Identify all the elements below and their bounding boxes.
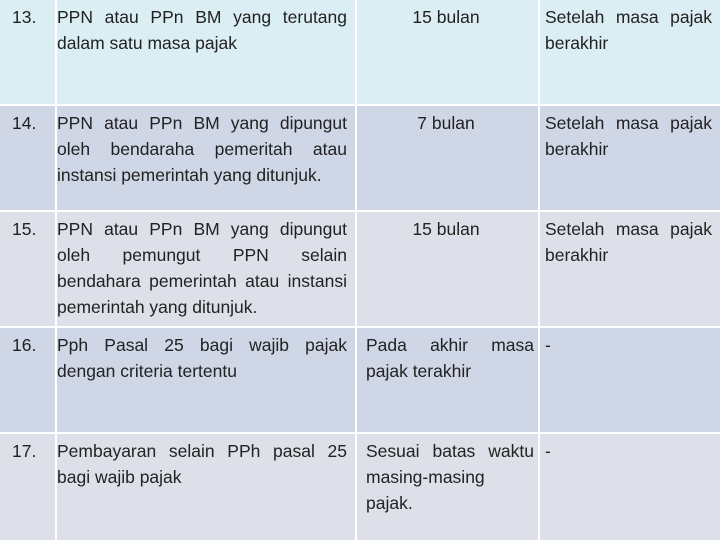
row-when [540, 212, 720, 326]
when-line: berakhir [545, 245, 609, 265]
table-row [0, 106, 720, 212]
due-line: Sesuai batas waktu [366, 441, 534, 461]
row-when [540, 106, 720, 210]
row-number: 16. [0, 328, 57, 432]
row-description [57, 328, 357, 432]
when-line: - [545, 335, 551, 355]
description-line: oleh pemungut PPN selain [57, 245, 347, 265]
description-line: Pph Pasal 25 bagi wajib pajak [57, 335, 347, 355]
row-due-period [358, 106, 540, 210]
description-line: bagi wajib pajak [57, 467, 182, 487]
when-line: berakhir [545, 33, 609, 53]
due-line: pajak terakhir [366, 361, 472, 381]
when-line: Setelah masa pajak [545, 113, 712, 133]
row-number: 15. [0, 212, 57, 326]
description-line: instansi pemerintah yang ditunjuk. [57, 165, 322, 185]
description-line: PPN atau PPn BM yang dipungut [57, 113, 347, 133]
row-due-period [358, 0, 540, 104]
due-line: Pada akhir masa [366, 335, 534, 355]
when-line: Setelah masa pajak [545, 219, 712, 239]
description-line: PPN atau PPn BM yang dipungut [57, 219, 347, 239]
due-line: masing-masing pajak. [366, 467, 485, 513]
description-line: Pembayaran selain PPh pasal 25 [57, 441, 347, 461]
table-row [0, 0, 720, 106]
description-line: pemerintah yang ditunjuk. [57, 297, 258, 317]
row-due-period [358, 328, 540, 432]
description-line: oleh bendaraha pemeritah atau [57, 139, 347, 159]
description-line: dalam satu masa pajak [57, 33, 237, 53]
due-line: 15 bulan [412, 219, 480, 239]
row-description [57, 0, 357, 104]
description-line: dengan criteria tertentu [57, 361, 237, 381]
row-number: 17. [0, 434, 57, 540]
table-row [0, 328, 720, 434]
row-description [57, 106, 357, 210]
when-line: berakhir [545, 139, 609, 159]
due-line: 15 bulan [412, 7, 480, 27]
row-description [57, 212, 357, 326]
row-number: 13. [0, 0, 57, 104]
description-line: PPN atau PPn BM yang terutang [57, 7, 347, 27]
row-number: 14. [0, 106, 57, 210]
row-description [57, 434, 357, 540]
row-when [540, 434, 720, 540]
table-row [0, 434, 720, 540]
row-when [540, 328, 720, 432]
when-line: - [545, 441, 551, 461]
due-line: 7 bulan [417, 113, 475, 133]
row-due-period [358, 434, 540, 540]
row-due-period [358, 212, 540, 326]
table-row [0, 212, 720, 328]
row-when [540, 0, 720, 104]
when-line: Setelah masa pajak [545, 7, 712, 27]
description-line: bendahara pemerintah atau instansi [57, 271, 347, 291]
